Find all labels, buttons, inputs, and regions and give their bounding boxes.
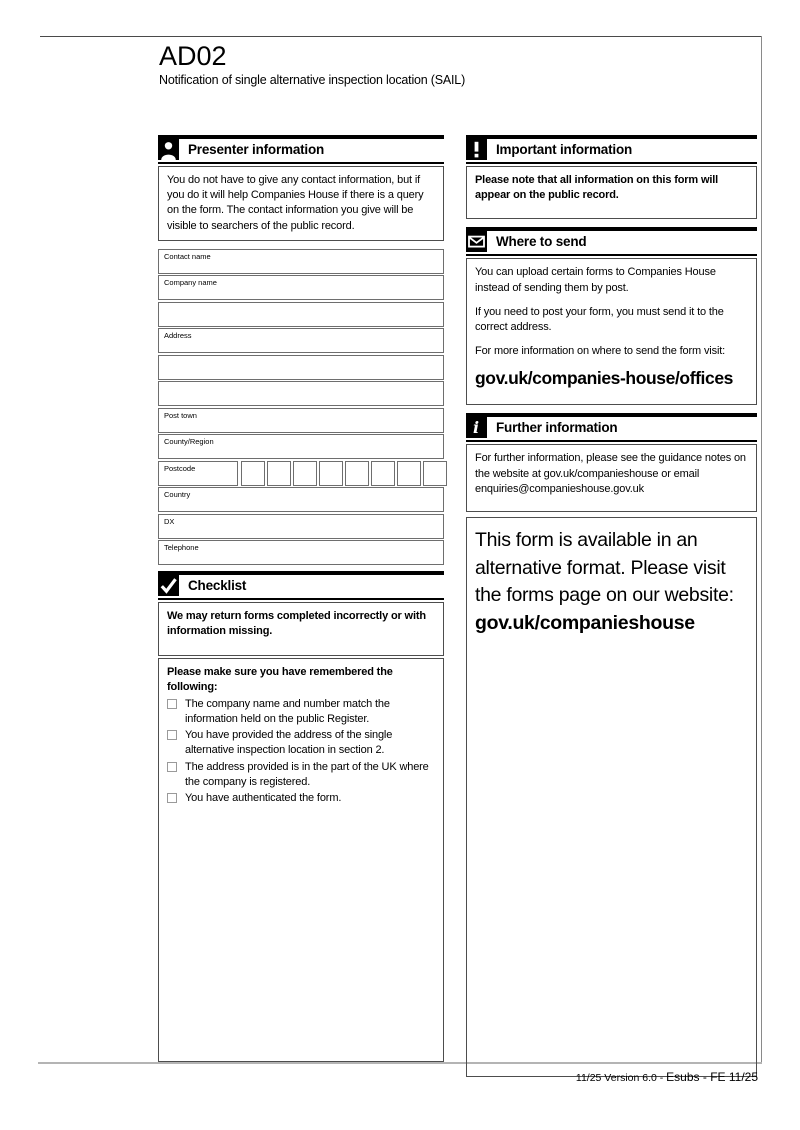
checkbox[interactable] bbox=[167, 730, 177, 740]
dx-label: DX bbox=[164, 516, 175, 526]
where-to-send-section bbox=[466, 227, 757, 256]
important-information-header bbox=[466, 139, 757, 164]
presenter-description: You do not have to give any contact information, but if you do it will help Companies House if there is a query on the form. The contact information you give will be visible to searchers of the public record. bbox=[167, 174, 424, 232]
postcode-char-box-3[interactable] bbox=[293, 461, 317, 486]
county-region-field[interactable] bbox=[158, 434, 444, 459]
offices-url: gov.uk/companies-house/offices bbox=[475, 368, 734, 389]
svg-text:i: i bbox=[473, 418, 480, 438]
presenter-information-header bbox=[158, 139, 444, 164]
address-label: Address bbox=[164, 331, 192, 341]
checklist-item-text: You have provided the address of the single alternative inspection location in section 2. bbox=[185, 729, 393, 757]
postcode-char-box-1[interactable] bbox=[241, 461, 265, 486]
further-information-box bbox=[466, 444, 757, 512]
alternative-format-box bbox=[466, 517, 757, 1077]
country-label: Country bbox=[164, 490, 191, 500]
form-code: AD02 bbox=[159, 41, 227, 71]
checklist-item bbox=[167, 791, 435, 806]
telephone-field[interactable] bbox=[158, 540, 444, 565]
presenter-description-box bbox=[158, 166, 444, 241]
checklist-title: Checklist bbox=[188, 578, 247, 594]
footer-version: 11/25 Version 6.0 - bbox=[575, 1072, 667, 1084]
postcode-field[interactable] bbox=[158, 461, 238, 486]
post-town-field[interactable] bbox=[158, 408, 444, 433]
checklist-header bbox=[158, 575, 444, 600]
important-information-title: Important information bbox=[496, 142, 633, 157]
form-subtitle: Notification of single alternative inspection location (SAIL) bbox=[159, 73, 466, 88]
check-icon bbox=[158, 575, 179, 596]
checklist-item bbox=[167, 728, 435, 758]
left-column bbox=[158, 135, 444, 1062]
postcode-char-box-5[interactable] bbox=[345, 461, 369, 486]
checklist-items-box bbox=[158, 658, 444, 1062]
where-to-send-title: Where to send bbox=[496, 234, 587, 250]
title-block bbox=[159, 42, 465, 87]
checklist-warning-box bbox=[158, 602, 444, 655]
checkbox[interactable] bbox=[167, 793, 177, 803]
right-column bbox=[466, 135, 757, 1077]
further-information-header bbox=[466, 417, 757, 442]
postcode-label: Postcode bbox=[164, 463, 196, 473]
postcode-character-boxes bbox=[241, 461, 447, 486]
contact-name-field[interactable] bbox=[158, 249, 444, 274]
postcode-row bbox=[158, 461, 444, 486]
telephone-label: Telephone bbox=[164, 543, 199, 553]
contact-name-label: Contact name bbox=[164, 251, 211, 261]
where-to-send-p2: If you need to post your form, you must send it to the correct address. bbox=[475, 305, 724, 333]
checklist-items bbox=[167, 697, 435, 806]
further-information-title: Further information bbox=[496, 420, 618, 436]
presenter-information-title: Presenter information bbox=[188, 142, 325, 157]
further-information-section bbox=[466, 413, 757, 442]
presenter-information-section bbox=[158, 135, 444, 164]
checklist-item-text: The company name and number match the information held on the public Register. bbox=[185, 697, 390, 726]
address-field-line3[interactable] bbox=[158, 381, 444, 406]
company-name-label: Company name bbox=[164, 278, 217, 288]
postcode-char-box-2[interactable] bbox=[267, 461, 291, 486]
further-information-text: For further information, please see the guidance notes on the website at gov.uk/companieshouse or email enquiries@companieshouse.gov.uk bbox=[475, 452, 746, 495]
address-field[interactable] bbox=[158, 328, 444, 353]
checklist-item-text: You have authenticated the form. bbox=[185, 791, 342, 804]
footer bbox=[576, 1068, 758, 1086]
postcode-char-box-8[interactable] bbox=[423, 461, 447, 486]
important-information-box bbox=[466, 166, 757, 219]
checklist-item bbox=[167, 697, 435, 727]
footer-code: Esubs - FE 11/25 bbox=[666, 1070, 758, 1084]
address-field-line2[interactable] bbox=[158, 355, 444, 380]
where-to-send-header bbox=[466, 231, 757, 256]
country-field[interactable] bbox=[158, 487, 444, 512]
info-icon bbox=[466, 417, 487, 438]
right-page-border bbox=[761, 36, 762, 1063]
postcode-char-box-4[interactable] bbox=[319, 461, 343, 486]
dx-field[interactable] bbox=[158, 514, 444, 539]
checklist-section bbox=[158, 571, 444, 600]
exclamation-icon bbox=[466, 139, 487, 160]
checklist-item-text: The address provided is in the part of the UK where the company is registered. bbox=[185, 760, 429, 788]
postcode-char-box-7[interactable] bbox=[397, 461, 421, 486]
company-name-field-line2[interactable] bbox=[158, 302, 444, 327]
where-to-send-box bbox=[466, 258, 757, 405]
companieshouse-url: gov.uk/companieshouse bbox=[475, 611, 695, 634]
important-information-section bbox=[466, 135, 757, 164]
post-town-label: Post town bbox=[164, 410, 197, 420]
postcode-char-box-6[interactable] bbox=[371, 461, 395, 486]
checkbox[interactable] bbox=[167, 699, 177, 709]
presenter-fields bbox=[158, 249, 444, 566]
alternative-format-text: This form is available in an alternative format. Please visit the forms page on our website: bbox=[475, 528, 734, 607]
company-name-field[interactable] bbox=[158, 275, 444, 300]
county-region-label: County/Region bbox=[164, 437, 214, 447]
checklist-heading: Please make sure you have remembered the following: bbox=[167, 665, 393, 693]
checklist-warning: We may return forms completed incorrectly or with information missing. bbox=[167, 610, 426, 638]
important-information-note: Please note that all information on this form will appear on the public record. bbox=[475, 174, 719, 202]
envelope-icon bbox=[466, 231, 487, 252]
checklist-item bbox=[167, 760, 435, 790]
person-icon bbox=[158, 139, 179, 160]
where-to-send-p1: You can upload certain forms to Companies House instead of sending them by post. bbox=[475, 266, 716, 294]
checkbox[interactable] bbox=[167, 762, 177, 772]
top-rule bbox=[40, 36, 762, 37]
where-to-send-p3: For more information on where to send the form visit: bbox=[475, 345, 726, 358]
